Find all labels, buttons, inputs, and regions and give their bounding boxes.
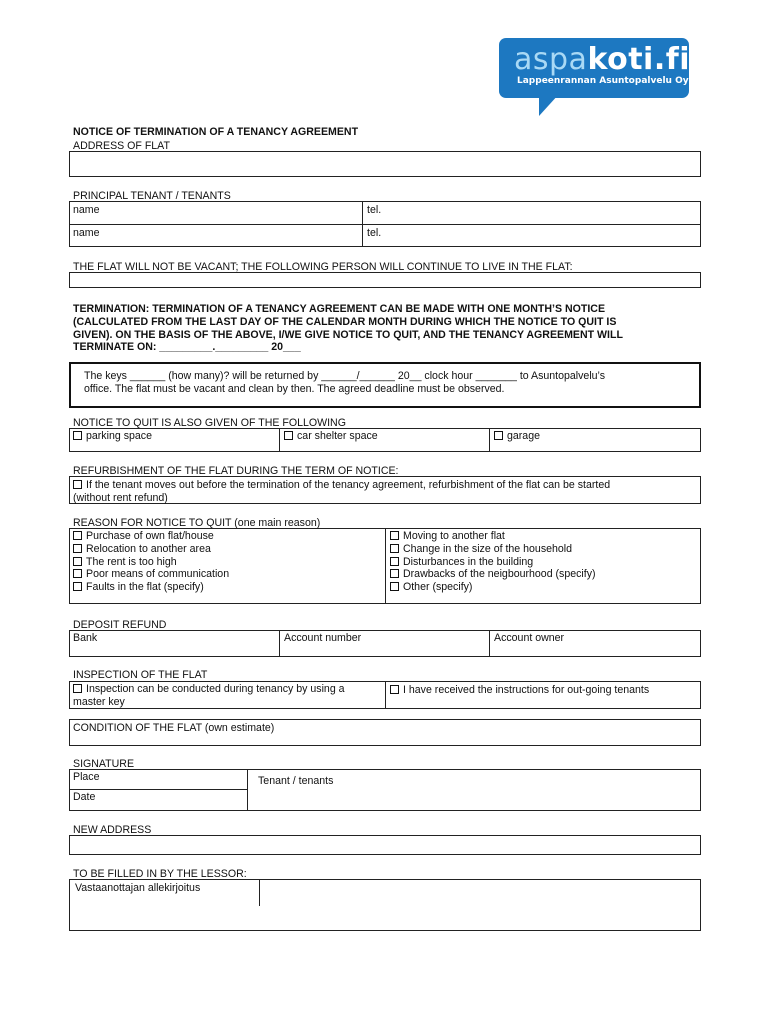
checkbox-icon[interactable] <box>390 557 399 566</box>
tenant-signature-label: Tenant / tenants <box>258 775 334 787</box>
checkbox-icon[interactable] <box>73 544 82 553</box>
lessor-label: TO BE FILLED IN BY THE LESSOR: <box>73 868 247 880</box>
tenant-col-divider <box>362 201 363 247</box>
new-address-field[interactable] <box>69 835 701 855</box>
tenant-name-field[interactable]: name <box>73 204 100 216</box>
checkbox-icon[interactable] <box>390 582 399 591</box>
tenant2-name-field[interactable]: name <box>73 227 100 239</box>
checkbox-icon[interactable] <box>73 431 82 440</box>
account-owner-field[interactable]: Account owner <box>494 632 565 644</box>
option-car-shelter-space[interactable]: car shelter space <box>284 430 378 442</box>
logo-speech-tail <box>539 94 559 116</box>
instructions-received-option[interactable]: I have received the instructions for out-going tenants <box>390 684 649 696</box>
deposit-col-divider-1 <box>279 630 280 657</box>
also-col-divider-2 <box>489 428 490 452</box>
option-parking-space[interactable]: parking space <box>73 430 152 442</box>
checkbox-icon[interactable] <box>73 557 82 566</box>
reason-col-divider <box>385 528 386 604</box>
also-col-divider-1 <box>279 428 280 452</box>
reason-option[interactable]: Change in the size of the household <box>390 543 596 556</box>
condition-label: CONDITION OF THE FLAT (own estimate) <box>73 722 275 734</box>
option-garage[interactable]: garage <box>494 430 540 442</box>
continuing-resident-field[interactable] <box>69 272 701 288</box>
deposit-col-divider-2 <box>489 630 490 657</box>
recipient-signature-field[interactable]: Vastaanottajan allekirjoitus <box>75 882 201 894</box>
refurbishment-label: REFURBISHMENT OF THE FLAT DURING THE TERM OF NOTICE: <box>73 465 399 477</box>
checkbox-icon[interactable] <box>73 569 82 578</box>
reason-option[interactable]: Purchase of own flat/house <box>73 530 229 543</box>
checkbox-icon[interactable] <box>390 544 399 553</box>
checkbox-icon[interactable] <box>390 531 399 540</box>
principal-tenant-label: PRINCIPAL TENANT / TENANTS <box>73 190 231 202</box>
reasons-right-list <box>390 530 596 594</box>
logo-wordmark: aspakoti.fi <box>514 42 691 77</box>
termination-text: TERMINATION: TERMINATION OF A TENANCY AGREEMENT CAN BE MADE WITH ONE MONTH’S NOTICE (CALCULATED FROM THE LAST DAY OF THE CALENDAR MONTH DURING WHICH THE NOTICE TO QUIT IS GIVEN). ON THE BASIS OF THE ABOVE, I/WE GIVE NOTICE TO QUIT, AND THE TENANCY AGREEMENT WILL TERMINATE ON: _________._________ 20___ <box>73 303 623 354</box>
not-vacant-label: THE FLAT WILL NOT BE VACANT; THE FOLLOWING PERSON WILL CONTINUE TO LIVE IN THE FLAT: <box>73 261 573 273</box>
form-title: NOTICE OF TERMINATION OF A TENANCY AGREEMENT <box>73 126 359 138</box>
checkbox-icon[interactable] <box>73 582 82 591</box>
reason-option[interactable]: Drawbacks of the neigbourhood (specify) <box>390 568 596 581</box>
inspection-label: INSPECTION OF THE FLAT <box>73 669 208 681</box>
keys-return-text: The keys ______ (how many)? will be returned by ______/______ 20__ clock hour _______ to Asuntopalvelu’s office. The flat must be vacant and clean by then. The agreed deadline must be observed. <box>84 370 606 395</box>
tenant-tel-field[interactable]: tel. <box>367 204 382 216</box>
address-field[interactable] <box>69 151 701 177</box>
date-field[interactable]: Date <box>73 791 96 803</box>
checkbox-icon[interactable] <box>494 431 503 440</box>
new-address-label: NEW ADDRESS <box>73 824 152 836</box>
bank-field[interactable]: Bank <box>73 632 98 644</box>
checkbox-icon[interactable] <box>390 685 399 694</box>
lessor-col-divider <box>259 879 260 906</box>
place-field[interactable]: Place <box>73 771 100 783</box>
reason-label: REASON FOR NOTICE TO QUIT (one main reason) <box>73 517 321 529</box>
reason-option[interactable]: Moving to another flat <box>390 530 596 543</box>
address-label: ADDRESS OF FLAT <box>73 140 170 152</box>
checkbox-icon[interactable] <box>284 431 293 440</box>
reason-option[interactable]: Disturbances in the building <box>390 556 596 569</box>
inspection-col-divider <box>385 681 386 709</box>
checkbox-icon[interactable] <box>73 480 82 489</box>
checkbox-icon[interactable] <box>390 569 399 578</box>
reason-option[interactable]: The rent is too high <box>73 556 229 569</box>
tenant-row-divider <box>69 224 701 225</box>
reason-option[interactable]: Poor means of communication <box>73 568 229 581</box>
reasons-left-list <box>73 530 229 594</box>
also-notice-label: NOTICE TO QUIT IS ALSO GIVEN OF THE FOLLOWING <box>73 417 346 429</box>
account-number-field[interactable]: Account number <box>284 632 362 644</box>
tenant2-tel-field[interactable]: tel. <box>367 227 382 239</box>
place-date-divider <box>69 789 248 790</box>
deposit-table <box>69 630 701 657</box>
checkbox-icon[interactable] <box>73 531 82 540</box>
checkbox-icon[interactable] <box>73 684 82 693</box>
signature-label: SIGNATURE <box>73 758 135 770</box>
inspection-master-key-option[interactable]: Inspection can be conducted during tenancy by using a master key <box>73 683 345 708</box>
reason-option[interactable]: Relocation to another area <box>73 543 229 556</box>
also-notice-table <box>69 428 701 452</box>
logo-subtitle: Lappeenrannan Asuntopalvelu Oy <box>517 76 689 86</box>
reason-option[interactable]: Other (specify) <box>390 581 596 594</box>
deposit-label: DEPOSIT REFUND <box>73 619 167 631</box>
reason-option[interactable]: Faults in the flat (specify) <box>73 581 229 594</box>
refurbishment-option[interactable]: If the tenant moves out before the termination of the tenancy agreement, refurbishment of the flat can be started (without rent refund) <box>73 479 611 504</box>
